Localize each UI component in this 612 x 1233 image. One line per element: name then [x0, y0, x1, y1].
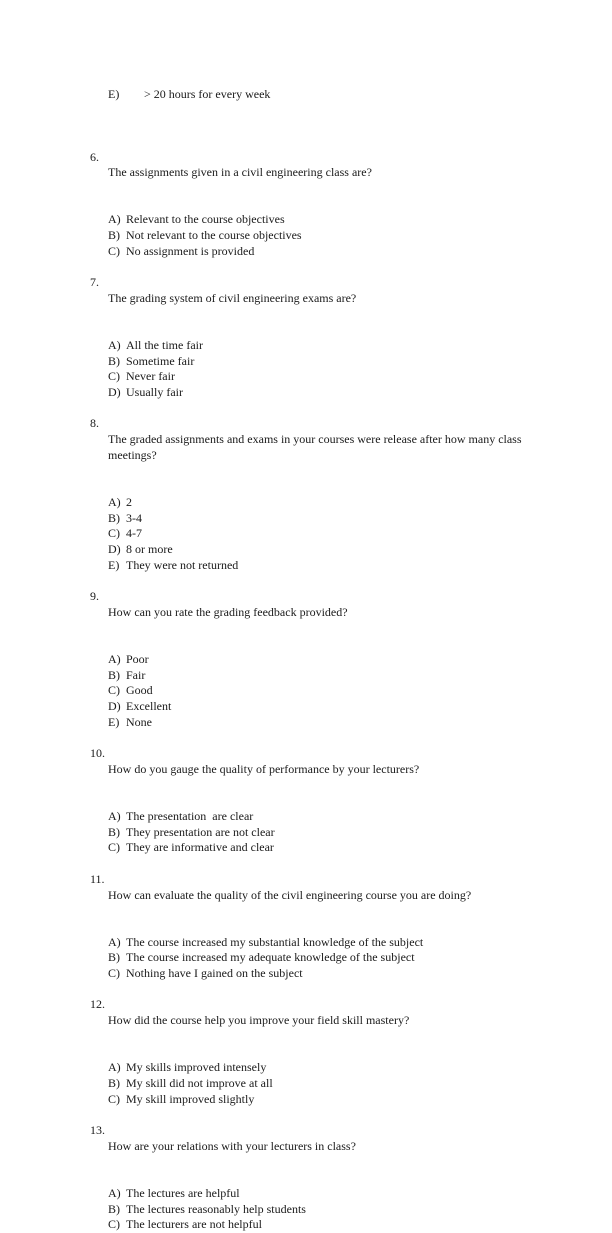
option-item [90, 950, 530, 966]
question-text: How do you gauge the quality of performance by your lecturers? [108, 761, 420, 776]
option-item [90, 1076, 530, 1092]
option-text: > 20 hours for every week [144, 86, 271, 101]
option-text: 8 or more [126, 542, 173, 557]
option-text: The course increased my substantial knowledge of the subject [126, 934, 424, 949]
option-text: Relevant to the course objectives [126, 212, 285, 227]
option-letter: A) [108, 1185, 121, 1200]
question-number: 13. [90, 1123, 105, 1138]
question-text: How can you rate the grading feedback provided? [108, 604, 348, 619]
option-text: None [126, 714, 152, 729]
option-item [90, 1186, 530, 1202]
question-number: 6. [90, 149, 99, 164]
option-letter: E) [108, 557, 120, 572]
question-text: The grading system of civil engineering exams are? [108, 290, 357, 305]
option-text: They were not returned [126, 557, 239, 572]
option-text: Nothing have I gained on the subject [126, 966, 303, 981]
option-item [90, 1092, 530, 1108]
option-item [90, 1202, 530, 1218]
option-text: The lectures are helpful [126, 1185, 240, 1200]
option-text: 4-7 [126, 526, 142, 541]
question-7 [90, 259, 530, 338]
option-text: Usually fair [126, 385, 183, 400]
option-text: The lecturers are not helpful [126, 1217, 262, 1232]
option-item [90, 668, 530, 684]
option-text: Sometime fair [126, 353, 195, 368]
question-12 [90, 982, 530, 1061]
option-item [90, 385, 530, 401]
option-text: The presentation are clear [126, 809, 254, 824]
question-number: 12. [90, 997, 105, 1012]
option-letter: B) [108, 950, 120, 965]
option-item [90, 558, 530, 574]
question-10 [90, 731, 530, 810]
question-text: How can evaluate the quality of the civil engineering course you are doing? [108, 887, 472, 902]
option-letter: C) [108, 1217, 120, 1232]
option-text: Excellent [126, 699, 172, 714]
option-letter: B) [108, 1201, 120, 1216]
option-text: No assignment is provided [126, 243, 255, 258]
questionnaire-content [90, 71, 530, 1233]
option-letter: A) [108, 1060, 121, 1075]
option-item [90, 526, 530, 542]
option-letter: D) [108, 542, 121, 557]
option-text: My skill improved slightly [126, 1091, 255, 1106]
option-letter: A) [108, 809, 121, 824]
question-number: 11. [90, 871, 105, 886]
option-item [90, 715, 530, 731]
question-number: 8. [90, 416, 99, 431]
option-letter: C) [108, 369, 120, 384]
option-letter: C) [108, 526, 120, 541]
option-letter: C) [108, 1091, 120, 1106]
option-letter: B) [108, 1075, 120, 1090]
question-text: The assignments given in a civil engineering class are? [108, 165, 372, 180]
option-text: 2 [126, 494, 132, 509]
option-item [90, 699, 530, 715]
option-item [90, 935, 530, 951]
option-item [90, 511, 530, 527]
option-item [90, 1060, 530, 1076]
option-item [90, 228, 530, 244]
option-text: 3-4 [126, 510, 142, 525]
option-text: Fair [126, 667, 146, 682]
option-text: Not relevant to the course objectives [126, 228, 302, 243]
option-letter: D) [108, 385, 121, 400]
option-letter: E) [108, 86, 120, 101]
question-text: How are your relations with your lecturers in class? [108, 1138, 356, 1153]
option-letter: B) [108, 824, 120, 839]
option-item [90, 244, 530, 260]
option-text: Poor [126, 652, 149, 666]
question-number: 7. [90, 275, 99, 290]
option-item [90, 338, 530, 354]
option-text: My skills improved intensely [126, 1060, 267, 1075]
option-letter: C) [108, 966, 120, 981]
question-13 [90, 1107, 530, 1186]
option-text: The lectures reasonably help students [126, 1201, 306, 1216]
option-item [90, 683, 530, 699]
option-letter: C) [108, 840, 120, 855]
option-item [90, 652, 530, 668]
option-letter: A) [108, 337, 121, 352]
option-item [90, 1217, 530, 1233]
option-letter: B) [108, 353, 120, 368]
option-text: The course increased my adequate knowledge of the subject [126, 950, 415, 965]
option-letter: E) [108, 714, 120, 729]
question-text: The graded assignments and exams in your courses were release after how many class meetings? [108, 432, 522, 462]
option-item [90, 354, 530, 370]
option-text: They presentation are not clear [126, 824, 275, 839]
option-item [90, 71, 530, 118]
question-11 [90, 856, 530, 935]
option-item [90, 212, 530, 228]
option-letter: C) [108, 683, 120, 698]
question-number: 9. [90, 589, 99, 604]
option-item [90, 809, 530, 825]
option-text: Good [126, 683, 153, 698]
option-letter: D) [108, 699, 121, 714]
question-8 [90, 401, 530, 495]
option-text: They are informative and clear [126, 840, 274, 855]
option-letter: A) [108, 934, 121, 949]
question-9 [90, 573, 530, 652]
option-letter: C) [108, 243, 120, 258]
question-number: 10. [90, 746, 105, 761]
option-text: My skill did not improve at all [126, 1075, 273, 1090]
option-item [90, 966, 530, 982]
option-item [90, 840, 530, 856]
question-text: How did the course help you improve your field skill mastery? [108, 1013, 410, 1028]
option-item [90, 542, 530, 558]
option-letter: A) [108, 652, 121, 666]
option-letter: B) [108, 228, 120, 243]
option-letter: B) [108, 667, 120, 682]
question-6 [90, 134, 530, 213]
option-letter: A) [108, 494, 121, 509]
option-item [90, 369, 530, 385]
option-text: All the time fair [126, 337, 203, 352]
option-text: Never fair [126, 369, 175, 384]
option-letter: A) [108, 212, 121, 227]
paragraph-gap [90, 118, 530, 134]
option-letter: B) [108, 510, 120, 525]
option-item [90, 495, 530, 511]
option-item [90, 825, 530, 841]
